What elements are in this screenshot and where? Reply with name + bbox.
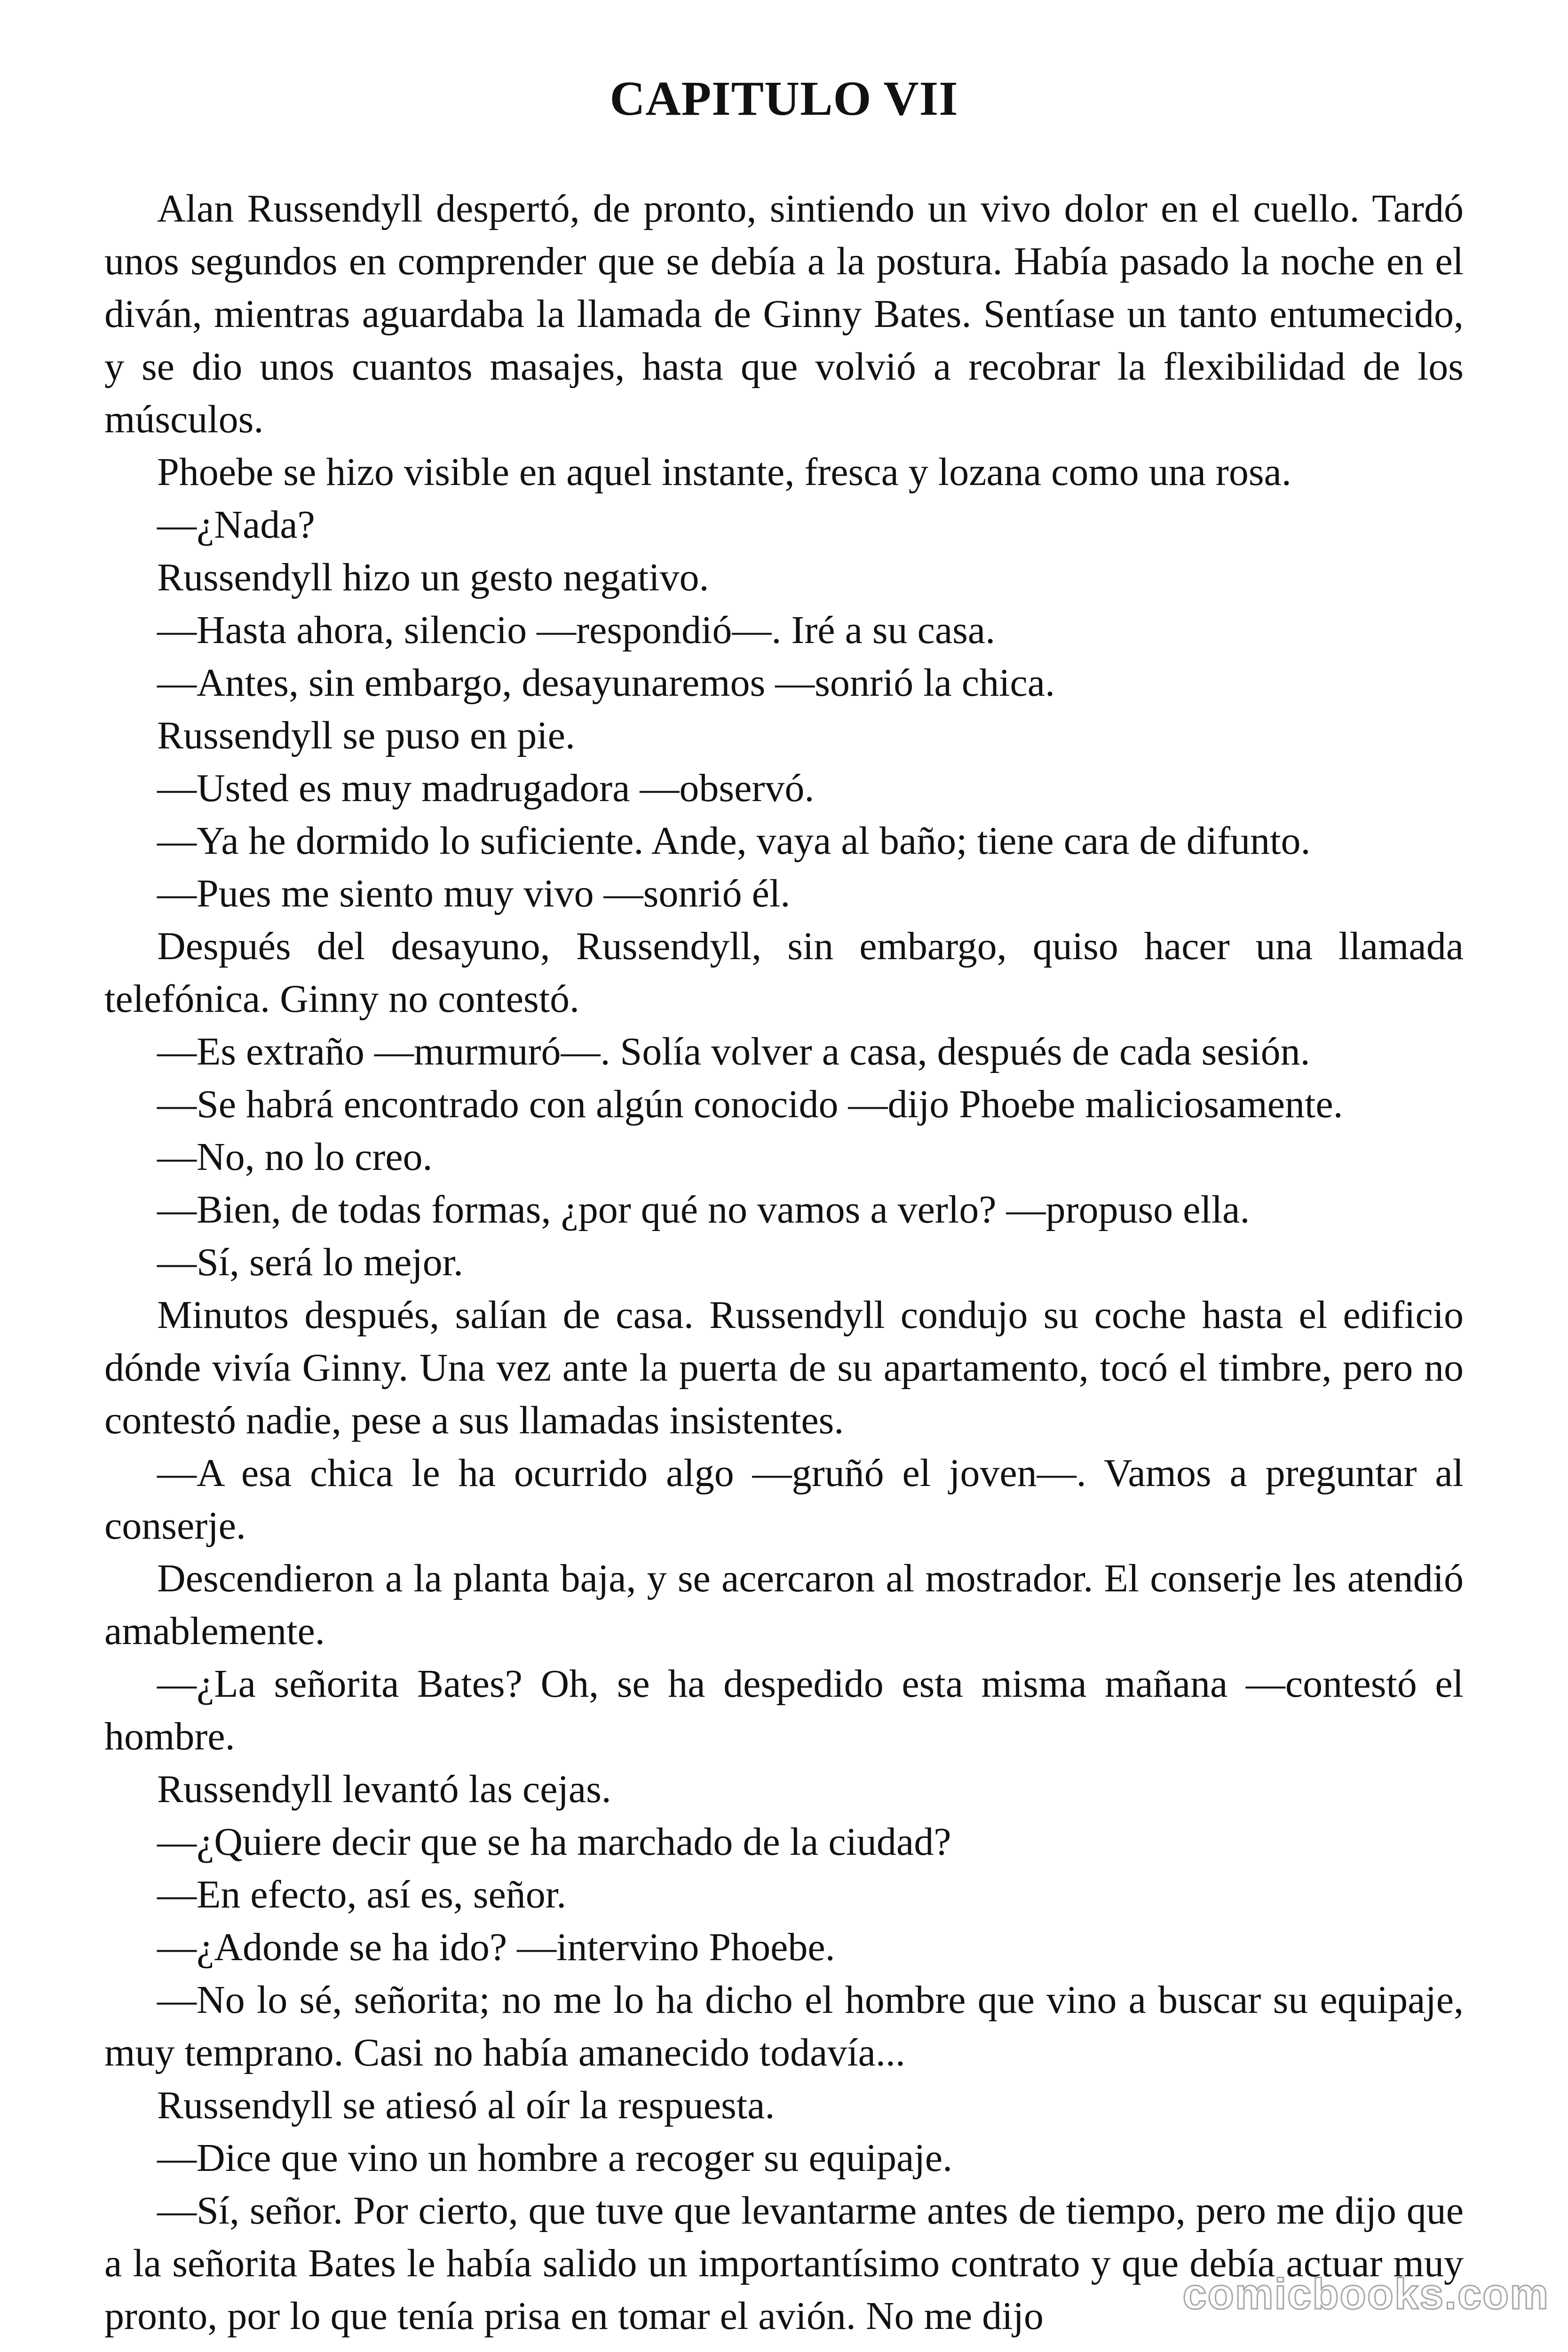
paragraph: Descendieron a la planta baja, y se acercaron al mostrador. El conserje les atendió amablemente. bbox=[104, 1557, 1464, 1653]
paragraph: —Dice que vino un hombre a recoger su equipaje. bbox=[157, 2136, 953, 2180]
chapter-title: CAPITULO VII bbox=[610, 72, 958, 126]
paragraph: —A esa chica le ha ocurrido algo —gruñó el joven—. Vamos a preguntar al conserje. bbox=[104, 1451, 1464, 1548]
paragraph: Alan Russendyll despertó, de pronto, sintiendo un vivo dolor en el cuello. Tardó unos segundos en comprender que se debía a la postura. Había pasado la noche en el diván, mientras aguardaba la llamada de Ginny Bates. Sentíase un tanto entumecido, y se dio unos cuantos masajes, hasta que volvió a recobrar la flexibilidad de los músculos. bbox=[104, 187, 1464, 441]
paragraph: Minutos después, salían de casa. Russendyll condujo su coche hasta el edificio dónde vivía Ginny. Una vez ante la puerta de su apartamento, tocó el timbre, pero no contestó nadie, pese a sus llamadas insistentes. bbox=[104, 1293, 1464, 1442]
paragraph: Russendyll hizo un gesto negativo. bbox=[157, 556, 709, 599]
paragraph: Russendyll levantó las cejas. bbox=[157, 1767, 611, 1811]
paragraph: —Bien, de todas formas, ¿por qué no vamos a verlo? —propuso ella. bbox=[157, 1188, 1250, 1232]
paragraph: —¿La señorita Bates? Oh, se ha despedido esta misma mañana —contestó el hombre. bbox=[104, 1662, 1464, 1758]
paragraph: —¿Nada? bbox=[157, 503, 315, 547]
chapter-body bbox=[104, 183, 1464, 2343]
paragraph: Russendyll se atiesó al oír la respuesta. bbox=[157, 2083, 775, 2127]
paragraph: —Se habrá encontrado con algún conocido —dijo Phoebe maliciosamente. bbox=[157, 1082, 1343, 1126]
book-page bbox=[104, 66, 1464, 2352]
paragraph: Russendyll se puso en pie. bbox=[157, 714, 575, 757]
paragraph: —Hasta ahora, silencio —respondió—. Iré a su casa. bbox=[157, 608, 996, 652]
paragraph: —Pues me siento muy vivo —sonrió él. bbox=[157, 872, 791, 915]
paragraph: —Sí, señor. Por cierto, que tuve que levantarme antes de tiempo, pero me dijo que a la señorita Bates le había salido un importantísimo contrato y que debía actuar muy pronto, por lo que tenía prisa en tomar el avión. No me dijo bbox=[104, 2189, 1464, 2338]
watermark-logo: comicbooks.com bbox=[1182, 2270, 1549, 2318]
paragraph: —Es extraño —murmuró—. Solía volver a casa, después de cada sesión. bbox=[157, 1030, 1310, 1073]
paragraph: Phoebe se hizo visible en aquel instante, fresca y lozana como una rosa. bbox=[157, 450, 1291, 494]
paragraph: —Ya he dormido lo suficiente. Ande, vaya al baño; tiene cara de difunto. bbox=[157, 819, 1311, 863]
paragraph: Después del desayuno, Russendyll, sin embargo, quiso hacer una llamada telefónica. Ginny no contestó. bbox=[104, 924, 1464, 1021]
paragraph: —¿Adonde se ha ido? —intervino Phoebe. bbox=[157, 1925, 835, 1969]
paragraph: —Antes, sin embargo, desayunaremos —sonrió la chica. bbox=[157, 661, 1055, 705]
paragraph: —Usted es muy madrugadora —observó. bbox=[157, 766, 815, 810]
paragraph: —En efecto, así es, señor. bbox=[157, 1873, 567, 1916]
paragraph: —No, no lo creo. bbox=[157, 1135, 433, 1179]
paragraph: —No lo sé, señorita; no me lo ha dicho el hombre que vino a buscar su equipaje, muy temprano. Casi no había amanecido todavía... bbox=[104, 1978, 1464, 2074]
paragraph: —¿Quiere decir que se ha marchado de la ciudad? bbox=[157, 1820, 951, 1864]
paragraph: —Sí, será lo mejor. bbox=[157, 1240, 463, 1284]
